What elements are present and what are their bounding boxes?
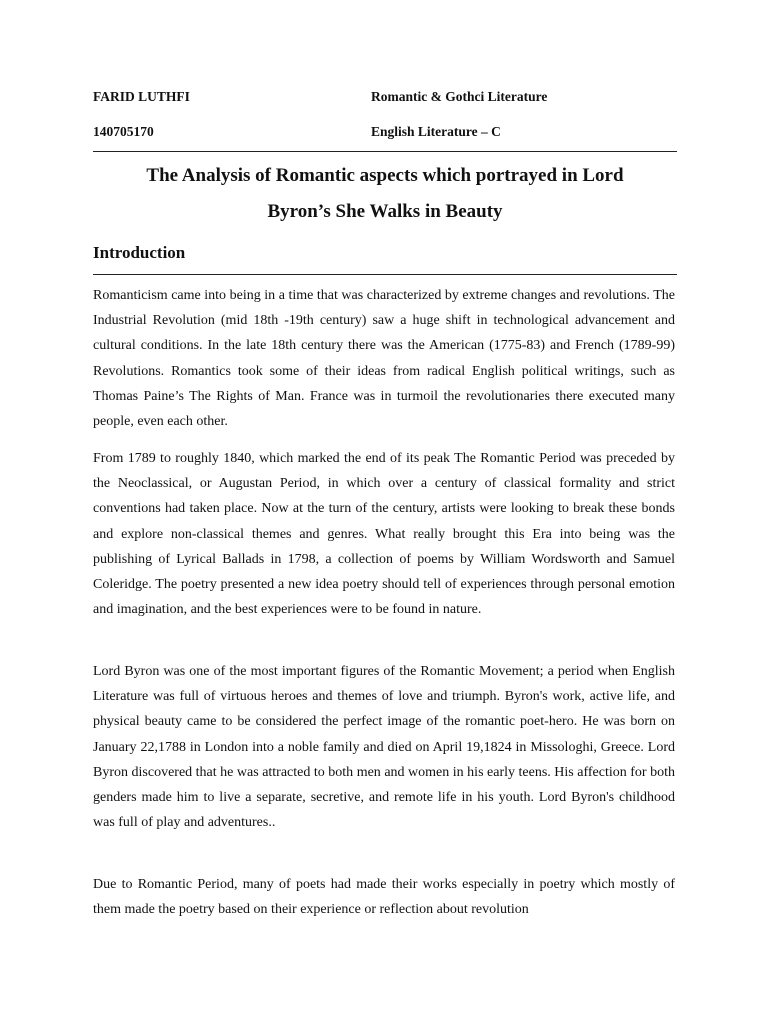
paragraph-2: From 1789 to roughly 1840, which marked the end of its peak The Romantic Period was preceded by the Neoclassical, or Augustan Period, in which over a century of classical formality and strict conventions had taken place. Now at the turn of the century, artists were looking to break these bonds and explore non-classical themes and genres. What really brought this Era into being was the publishing of Lyrical Ballads in 1798, a collection of poems by William Wordsworth and Samuel Coleridge. The poetry presented a new idea poetry should tell of experiences through personal emotion and imagination, and the best experiences were to be found in nature. [93,451,675,618]
title-line-1: The Analysis of Romantic aspects which portrayed in Lord [146,165,624,186]
class-name: English Literature – C [371,124,501,139]
section-heading: Introduction [93,243,186,262]
header-row-1 [93,89,677,105]
document-title [93,158,677,230]
paragraph-4: Due to Romantic Period, many of poets had made their works especially in poetry which mostly of them made the poetry based on their experience or reflection about revolution [93,877,675,918]
paragraph-1: Romanticism came into being in a time that was characterized by extreme changes and revolutions. The Industrial Revolution (mid 18th -19th century) saw a huge shift in technological advancement and cultural conditions. In the late 18th century there was the American (1775-83) and French (1789-99) Revolutions. Romantics took some of their ideas from radical English political writings, such as Thomas Paine’s The Rights of Man. France was in turmoil the revolutionaries there executed many people, even each other. [93,288,675,430]
title-line-2: Byron’s She Walks in Beauty [267,201,503,222]
header-divider [93,151,677,152]
paragraph-3: Lord Byron was one of the most important figures of the Romantic Movement; a period when English Literature was full of virtuous heroes and themes of love and triumph. Byron's work, active life, and physical beauty came to be considered the perfect image of the romantic poet-hero. He was born on January 22,1788 in London into a noble family and died on April 19,1824 in Missologhi, Greece. Lord Byron discovered that he was attracted to both men and women in his early teens. His affection for both genders made him to live a separate, secretive, and remote life in his youth. Lord Byron's childhood was full of play and adventures.. [93,664,675,831]
course-name: Romantic & Gothci Literature [371,89,548,104]
author-name: FARID LUTHFI [93,89,190,104]
section-divider [93,274,677,275]
header-row-2 [93,124,677,140]
student-id: 140705170 [93,124,154,139]
